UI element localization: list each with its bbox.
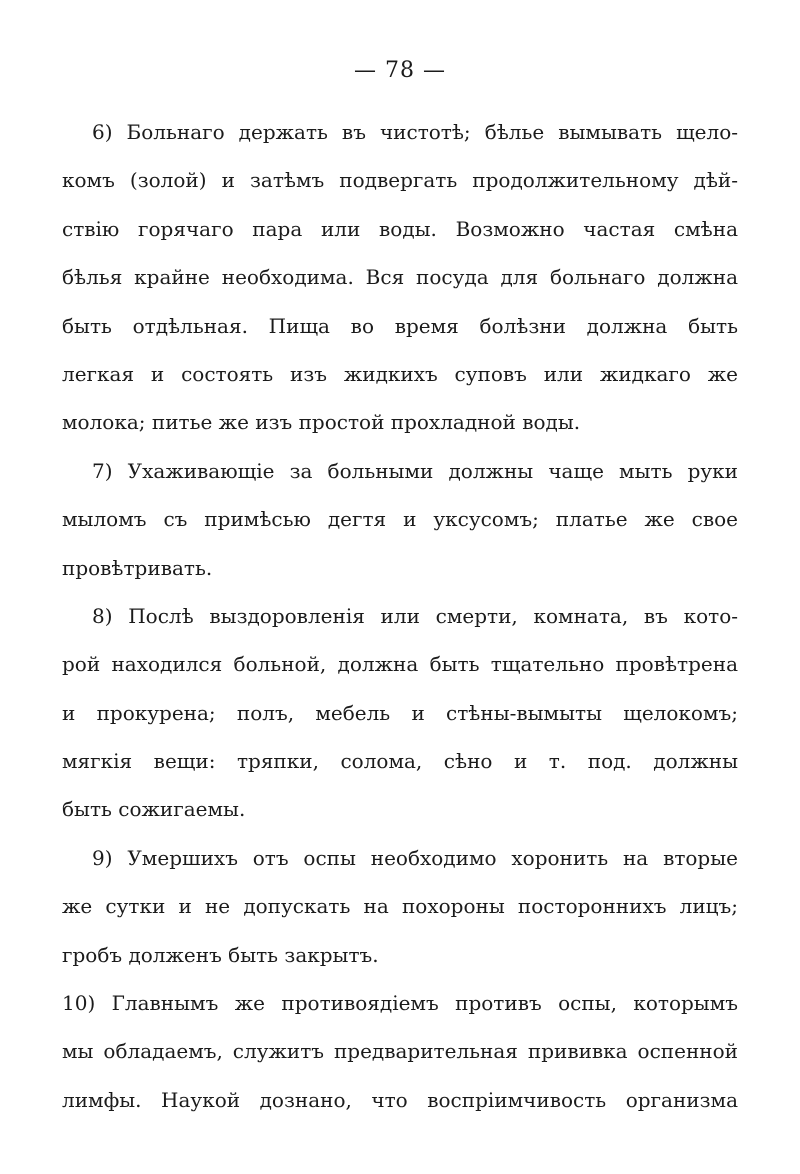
text-line: же сутки и не допускать на похороны постороннихъ лицъ;: [62, 894, 738, 919]
text-line: рой находился больной, должна быть тщательно провѣтрена: [62, 652, 738, 677]
text-line: комъ (золой) и затѣмъ подвергать продолжительному дѣй-: [62, 168, 738, 193]
paragraph-7: [62, 447, 738, 592]
paragraph-10: [62, 979, 738, 1124]
text-line: быть сожигаемы.: [62, 797, 246, 822]
text-line: 6) Больнаго держать въ чистотѣ; бѣлье вымывать щело-: [92, 120, 738, 144]
text-line: провѣтривать.: [62, 555, 213, 580]
text-line: 9) Умершихъ отъ оспы необходимо хоронить на вторые: [92, 845, 738, 870]
paragraph-8: [62, 592, 738, 834]
text-line: 7) Ухаживающіе за больными должны чаще мыть руки: [92, 458, 738, 483]
page-number: — 78 —: [354, 58, 446, 83]
text-line: 10) Главнымъ же противоядіемъ противъ оспы, которымъ: [62, 991, 738, 1016]
text-line: мягкія вещи: тряпки, солома, сѣно и т. под. должны: [62, 749, 738, 774]
text-line: быть отдѣльная. Пища во время болѣзни должна быть: [62, 313, 738, 338]
paragraph-9: [62, 834, 738, 979]
paragraph-6: [62, 108, 738, 447]
text-line: лимфы. Наукой дознано, что воспріимчивость организма: [62, 1087, 738, 1112]
body-text: [62, 108, 738, 1124]
text-line: легкая и состоять изъ жидкихъ суповъ или жидкаго же: [62, 361, 738, 386]
text-line: ствію горячаго пара или воды. Возможно частая смѣна: [62, 216, 738, 241]
text-line: бѣлья крайне необходима. Вся посуда для больнаго должна: [62, 265, 738, 290]
text-line: мы обладаемъ, служитъ предварительная прививка оспенной: [62, 1039, 738, 1064]
text-line: мыломъ съ примѣсью дегтя и уксусомъ; платье же свое: [62, 507, 738, 532]
text-line: молока; питье же изъ простой прохладной воды.: [62, 410, 581, 435]
text-line: гробъ долженъ быть закрытъ.: [62, 942, 379, 967]
text-line: и прокурена; полъ, мебель и стѣны-вымыты щелокомъ;: [62, 700, 738, 725]
text-line: 8) Послѣ выздоровленія или смерти, комната, въ кото-: [92, 603, 738, 628]
